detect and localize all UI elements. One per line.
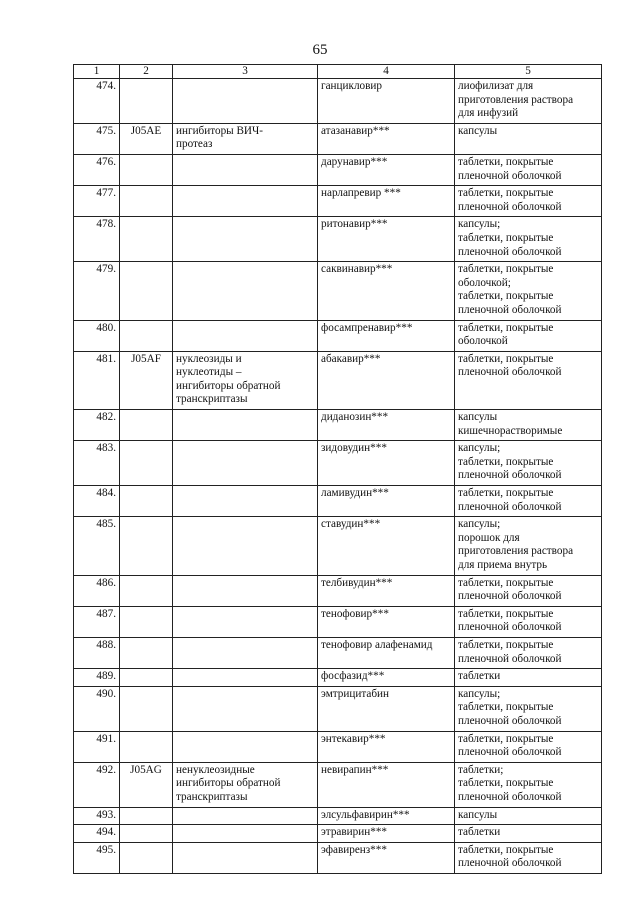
dosage-form-line: пленочной оболочкой [458,652,562,665]
pharmacological-group [173,606,318,637]
drug-name: тенофовир алафенамид [318,637,455,668]
pharmacological-group [173,262,318,320]
dosage-form-line: порошок для [458,531,520,544]
atc-code [120,637,173,668]
atc-code [120,686,173,731]
dosage-form-line: приготовления раствора [458,545,574,558]
dosage-form-line: пленочной оболочкой [458,746,562,759]
header-row [74,65,602,79]
dosage-form [455,517,602,575]
pharmacological-group [173,825,318,843]
col-header-4: 4 [318,65,455,79]
table-row [74,762,602,807]
drug-name: ламивудин*** [318,486,455,517]
dosage-form [455,410,602,441]
atc-code [120,217,173,262]
dosage-form-line: таблетки, покрытые [458,732,554,745]
atc-code [120,79,173,124]
pharmacological-group [173,79,318,124]
drug-name: диданозин*** [318,410,455,441]
group-line: нуклеозиды и [176,352,242,365]
dosage-form [455,79,602,124]
dosage-form-line: пленочной оболочкой [458,621,562,634]
dosage-form-line: таблетки, покрытые [458,155,554,168]
atc-code [120,154,173,185]
dosage-form-line: пленочной оболочкой [458,714,562,727]
dosage-form-line: таблетки, покрытые [458,321,554,334]
table-row [74,686,602,731]
dosage-form-line: пленочной оболочкой [458,590,562,603]
row-number: 488. [74,637,120,668]
dosage-form-line: пленочной оболочкой [458,245,562,258]
table-row [74,217,602,262]
dosage-form-line: пленочной оболочкой [458,469,562,482]
pharmacological-group [173,410,318,441]
dosage-form-line: таблетки, покрытые [458,638,554,651]
group-line: протеаз [176,138,213,151]
dosage-form-line: кишечнорастворимые [458,424,563,437]
dosage-form-line: таблетки, покрытые [458,455,554,468]
dosage-form [455,825,602,843]
medication-table [73,64,602,874]
pharmacological-group [173,154,318,185]
table-row [74,731,602,762]
dosage-form-line: таблетки [458,670,501,683]
dosage-form [455,186,602,217]
atc-code [120,575,173,606]
table-row [74,517,602,575]
drug-name: эмтрицитабин [318,686,455,731]
pharmacological-group [173,217,318,262]
group-line: ненуклеозидные [176,763,255,776]
page-number: 65 [312,42,328,58]
dosage-form [455,575,602,606]
row-number: 479. [74,262,120,320]
dosage-form [455,351,602,409]
dosage-form-line: капсулы [458,411,498,424]
dosage-form-line: таблетки, покрытые [458,576,554,589]
table-row [74,486,602,517]
drug-name: саквинавир*** [318,262,455,320]
pharmacological-group [173,637,318,668]
row-number: 482. [74,410,120,441]
dosage-form-line: таблетки, покрытые [458,263,554,276]
pharmacological-group [173,123,318,154]
group-line: нуклеотиды – [176,366,242,379]
atc-code: J05AG [120,762,173,807]
atc-code [120,731,173,762]
drug-name: ритонавир*** [318,217,455,262]
table-row [74,262,602,320]
atc-code [120,410,173,441]
drug-name: ганцикловир [318,79,455,124]
table-row [74,575,602,606]
dosage-form-line: таблетки, покрытые [458,231,554,244]
dosage-form-line: капсулы [458,808,498,821]
dosage-form-line: таблетки, покрытые [458,607,554,620]
table-row [74,154,602,185]
drug-name: абакавир*** [318,351,455,409]
pharmacological-group [173,686,318,731]
row-number: 486. [74,575,120,606]
dosage-form-line: приготовления раствора [458,93,574,106]
pharmacological-group [173,842,318,873]
group-line: транскриптазы [176,790,248,803]
table-row [74,351,602,409]
drug-name: зидовудин*** [318,441,455,486]
row-number: 485. [74,517,120,575]
dosage-form [455,606,602,637]
table-row [74,410,602,441]
atc-code [120,441,173,486]
dosage-form [455,262,602,320]
dosage-form-line: пленочной оболочкой [458,169,562,182]
drug-name: фосампренавир*** [318,320,455,351]
pharmacological-group [173,186,318,217]
row-number: 481. [74,351,120,409]
row-number: 477. [74,186,120,217]
dosage-form [455,441,602,486]
dosage-form [455,486,602,517]
row-number: 493. [74,807,120,825]
dosage-form-line: капсулы; [458,442,501,455]
dosage-form-line: таблетки [458,826,501,839]
dosage-form [455,217,602,262]
group-line: ингибиторы обратной [176,777,281,790]
row-number: 474. [74,79,120,124]
drug-name: дарунавир*** [318,154,455,185]
drug-name: эфавиренз*** [318,842,455,873]
dosage-form-line: капсулы; [458,687,501,700]
dosage-form-line: для приема внутрь [458,559,548,571]
dosage-form [455,762,602,807]
dosage-form-line: пленочной оболочкой [458,200,562,213]
drug-name: атазанавир*** [318,123,455,154]
pharmacological-group [173,762,318,807]
dosage-form [455,669,602,687]
col-header-2: 2 [120,65,173,79]
row-number: 487. [74,606,120,637]
group-line: ингибиторы обратной [176,379,281,392]
atc-code: J05AF [120,351,173,409]
row-number: 490. [74,686,120,731]
row-number: 478. [74,217,120,262]
drug-name: фосфазид*** [318,669,455,687]
dosage-form-line: капсулы; [458,218,501,231]
dosage-form [455,123,602,154]
dosage-form-line: пленочной оболочкой [458,790,562,803]
table-row [74,637,602,668]
pharmacological-group [173,731,318,762]
dosage-form [455,686,602,731]
col-header-1: 1 [74,65,120,79]
pharmacological-group [173,669,318,687]
atc-code [120,825,173,843]
row-number: 483. [74,441,120,486]
pharmacological-group [173,517,318,575]
group-line: транскриптазы [176,393,248,406]
drug-name: нарлапревир *** [318,186,455,217]
dosage-form-line: таблетки; [458,763,504,776]
table-row [74,807,602,825]
pharmacological-group [173,575,318,606]
table-row [74,606,602,637]
atc-code [120,842,173,873]
dosage-form-line: таблетки, покрытые [458,777,554,790]
row-number: 475. [74,123,120,154]
drug-name: энтекавир*** [318,731,455,762]
row-number: 484. [74,486,120,517]
row-number: 491. [74,731,120,762]
atc-code: J05AE [120,123,173,154]
table-row [74,825,602,843]
table-row [74,123,602,154]
table-row [74,669,602,687]
dosage-form-line: пленочной оболочкой [458,500,562,513]
drug-name: этравирин*** [318,825,455,843]
dosage-form-line: таблетки, покрытые [458,352,554,365]
dosage-form-line: оболочкой; [458,276,511,289]
row-number: 495. [74,842,120,873]
group-line: ингибиторы ВИЧ- [176,124,264,137]
dosage-form-line: таблетки, покрытые [458,843,554,856]
dosage-form [455,320,602,351]
drug-name: телбивудин*** [318,575,455,606]
dosage-form [455,154,602,185]
drug-name: элсульфавирин*** [318,807,455,825]
col-header-3: 3 [173,65,318,79]
row-number: 480. [74,320,120,351]
dosage-form-line: таблетки, покрытые [458,187,554,200]
dosage-form-line: оболочкой [458,335,508,348]
dosage-form-line: таблетки, покрытые [458,290,554,303]
dosage-form-line: таблетки, покрытые [458,487,554,500]
dosage-form [455,807,602,825]
table-row [74,186,602,217]
dosage-form-line: капсулы; [458,518,501,531]
dosage-form-line: капсулы [458,124,498,137]
dosage-form-line: пленочной оболочкой [458,857,562,870]
row-number: 489. [74,669,120,687]
row-number: 476. [74,154,120,185]
atc-code [120,320,173,351]
table-row [74,79,602,124]
atc-code [120,517,173,575]
atc-code [120,807,173,825]
drug-name: невирапин*** [318,762,455,807]
atc-code [120,669,173,687]
table-body [74,79,602,874]
table-row [74,441,602,486]
dosage-form-line: пленочной оболочкой [458,303,562,316]
pharmacological-group [173,486,318,517]
table-row [74,320,602,351]
table-row [74,842,602,873]
atc-code [120,186,173,217]
dosage-form [455,842,602,873]
dosage-form [455,637,602,668]
dosage-form-line: таблетки, покрытые [458,701,554,714]
pharmacological-group [173,320,318,351]
dosage-form-line: пленочной оболочкой [458,366,562,379]
row-number: 494. [74,825,120,843]
dosage-form [455,731,602,762]
row-number: 492. [74,762,120,807]
drug-name: тенофовир*** [318,606,455,637]
dosage-form-line: для инфузий [458,107,519,120]
atc-code [120,262,173,320]
drug-name: ставудин*** [318,517,455,575]
pharmacological-group [173,351,318,409]
col-header-5: 5 [455,65,602,79]
atc-code [120,606,173,637]
dosage-form-line: лиофилизат для [458,80,534,92]
pharmacological-group [173,441,318,486]
atc-code [120,486,173,517]
pharmacological-group [173,807,318,825]
